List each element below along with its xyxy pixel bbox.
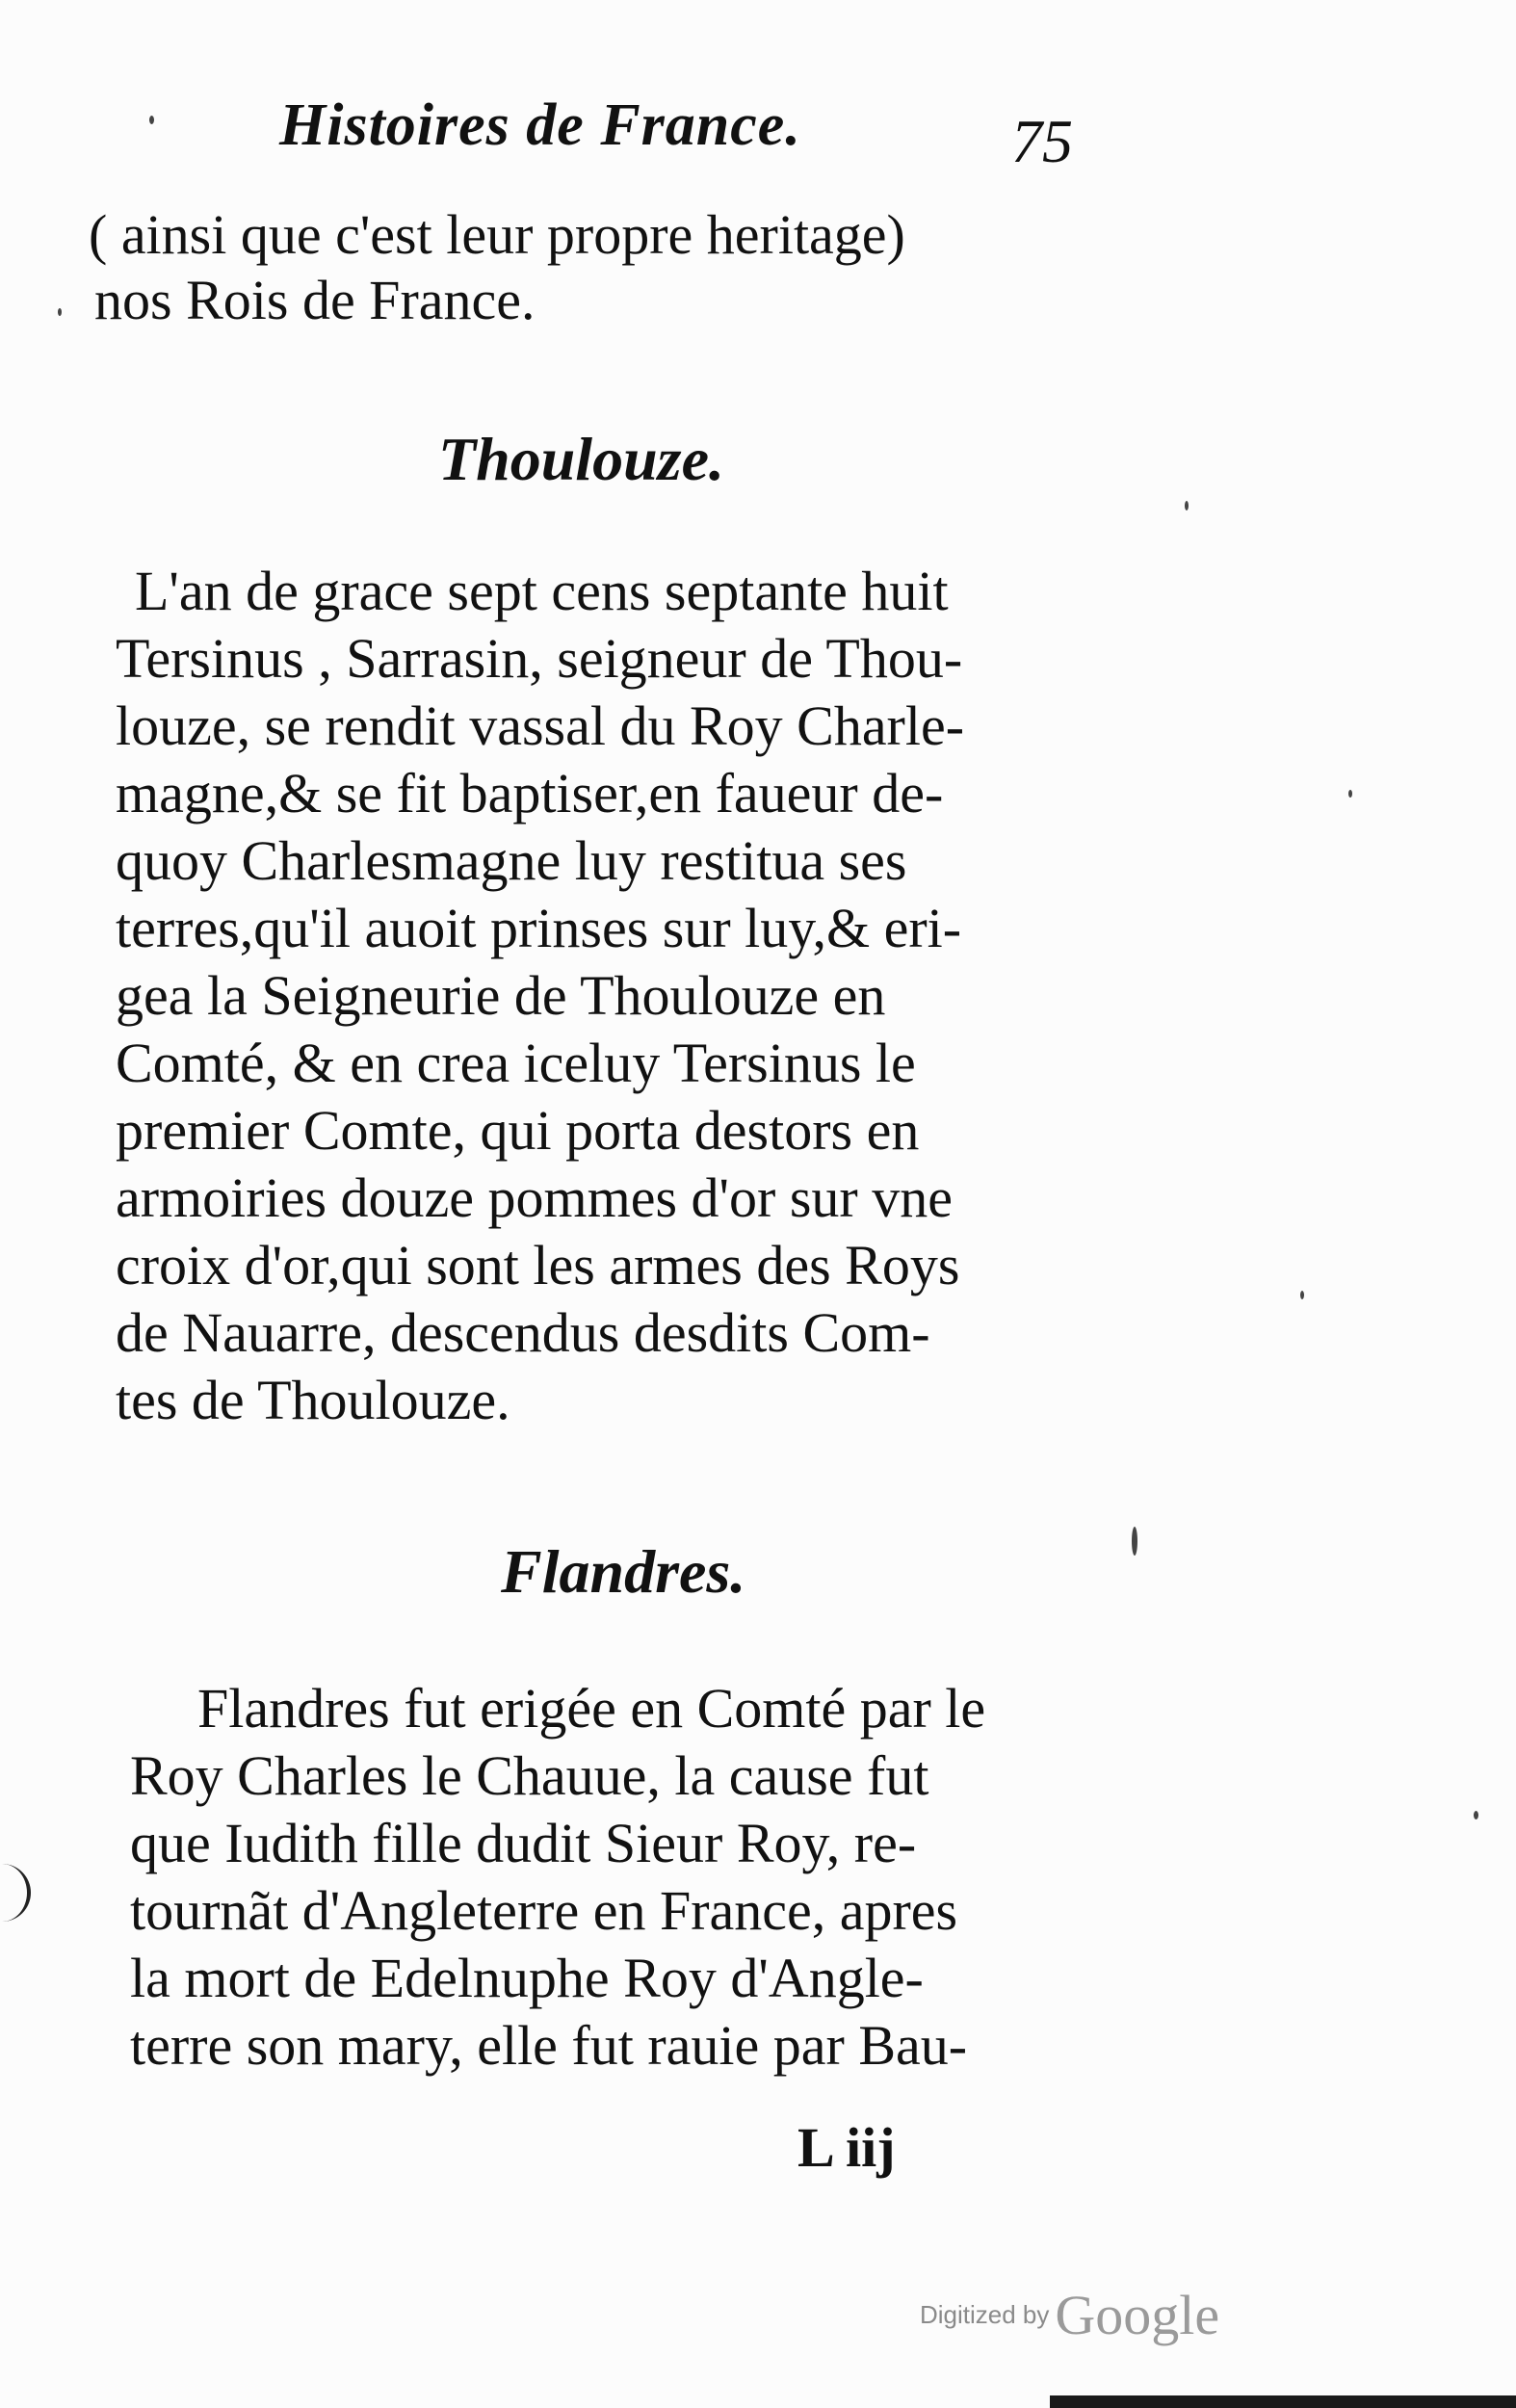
digitization-watermark [920, 2283, 1219, 2347]
text-line: louze, se rendit vassal du Roy Charle- [116, 694, 965, 757]
page-number: 75 [1011, 107, 1073, 175]
scan-speck [58, 308, 62, 316]
text-line: premier Comte, qui porta destors en [116, 1099, 920, 1162]
signature-mark: L iij [797, 2116, 896, 2179]
scan-speck [1348, 790, 1352, 798]
text-line: magne,& se fit baptiser,en faueur de- [116, 762, 944, 824]
scan-edge [1050, 2395, 1516, 2408]
text-line: terre son mary, elle fut rauie par Bau- [130, 2014, 968, 2077]
scan-speck [1132, 1527, 1137, 1556]
text-line: la mort de Edelnuphe Roy d'Angle- [130, 1947, 924, 2009]
section-heading-thoulouze: Thoulouze. [438, 425, 724, 493]
text-line: de Nauarre, descendus desdits Com- [116, 1301, 930, 1364]
text-line: ( ainsi que c'est leur propre heritage) [89, 203, 905, 266]
text-line: Flandres fut erigée en Comté par le [197, 1677, 986, 1740]
section-heading-flandres: Flandres. [501, 1537, 746, 1606]
text-line: terres,qu'il auoit prinses sur luy,& eri- [116, 897, 962, 959]
running-title: Histoires de France. [279, 92, 801, 158]
text-line: L'an de grace sept cens septante huit [135, 560, 949, 622]
text-line: Tersinus , Sarrasin, seigneur de Thou- [116, 627, 963, 690]
text-line: armoiries douze pommes d'or sur vne [116, 1166, 953, 1229]
watermark-prefix: Digitized by [920, 2300, 1050, 2329]
scan-speck [1474, 1811, 1478, 1819]
watermark-brand: Google [1055, 2284, 1220, 2346]
text-line: nos Rois de France. [94, 269, 536, 331]
text-line: gea la Seigneurie de Thoulouze en [116, 964, 886, 1027]
text-line: quoy Charlesmagne luy restitua ses [116, 829, 907, 892]
text-line: tournãt d'Angleterre en France, apres [130, 1879, 958, 1942]
scan-speck [1300, 1291, 1304, 1299]
text-line: que Iudith fille dudit Sieur Roy, re- [130, 1812, 917, 1874]
text-line: croix d'or,qui sont les armes des Roys [116, 1234, 960, 1296]
text-line: tes de Thoulouze. [116, 1369, 510, 1431]
text-line: Roy Charles le Chauue, la cause fut [130, 1744, 929, 1807]
scan-speck [149, 116, 154, 124]
scan-artifact [0, 1864, 31, 1922]
scan-speck [1185, 501, 1189, 510]
text-line: Comté, & en crea iceluy Tersinus le [116, 1032, 916, 1094]
